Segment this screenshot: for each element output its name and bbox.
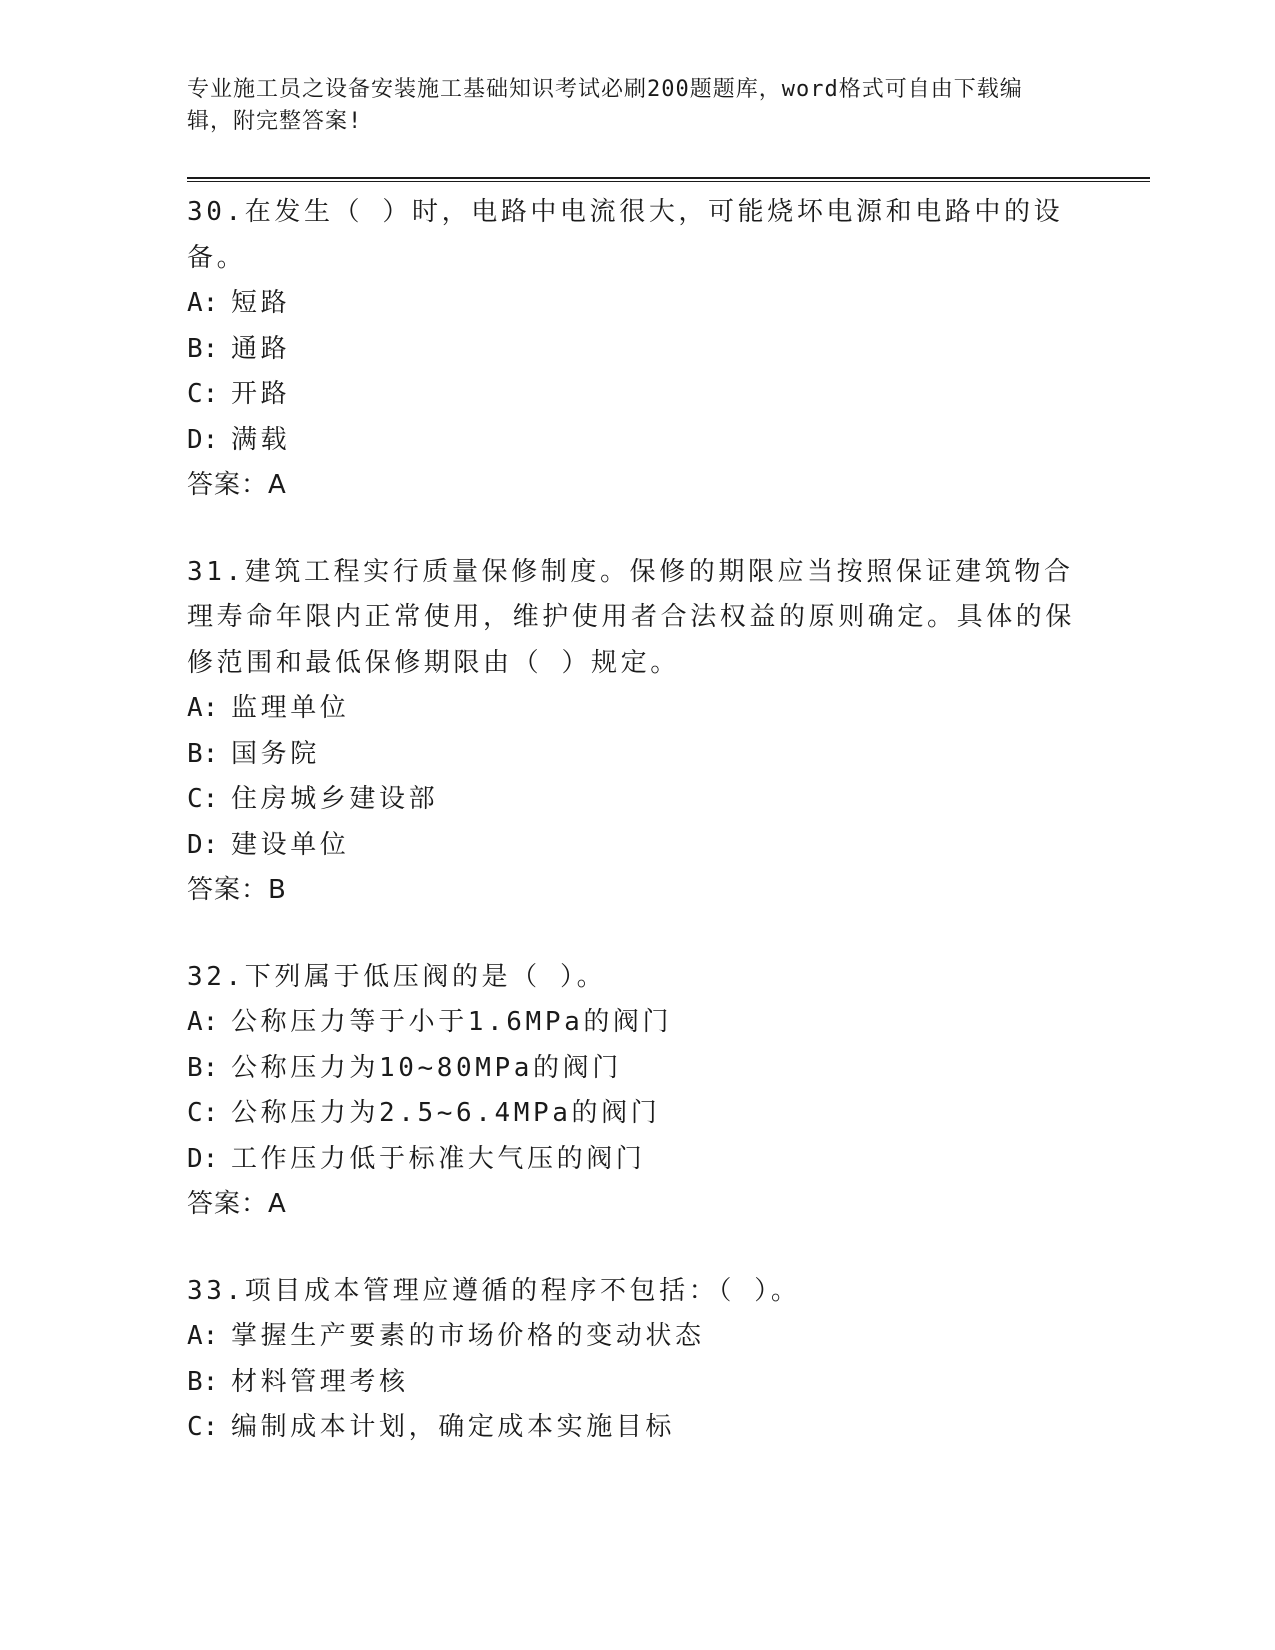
option-letter: B: — [187, 738, 219, 769]
option-letter: C: — [187, 1098, 219, 1128]
question-option — [187, 372, 1087, 418]
option-text: 监理单位 — [231, 693, 350, 723]
question-option — [187, 1000, 1087, 1046]
question-stem: 30.在发生（ ）时，电路中电流很大，可能烧坏电源和电路中的设备。 — [187, 197, 1064, 273]
question-answer: 答案：A — [187, 1189, 287, 1219]
question-list — [187, 190, 1087, 1492]
question-option — [187, 777, 1087, 823]
option-letter: D: — [187, 424, 219, 455]
option-text: 建设单位 — [231, 829, 350, 860]
option-letter: B: — [187, 1366, 219, 1397]
question-option — [187, 1046, 1087, 1092]
option-letter: D: — [187, 829, 219, 860]
question-option — [187, 823, 1087, 869]
option-text: 编制成本计划，确定成本实施目标 — [231, 1412, 676, 1442]
question-option — [187, 1360, 1087, 1406]
question-stem: 31.建筑工程实行质量保修制度。保修的期限应当按照保证建筑物合理寿命年限内正常使用，维护使用者合法权益的原则确定。具体的保修范围和最低保修期限由（ ）规定。 — [187, 556, 1076, 678]
question-option — [187, 1137, 1087, 1183]
question-option — [187, 1405, 1087, 1451]
question-option — [187, 732, 1087, 778]
question-item — [187, 550, 1087, 914]
option-text: 短路 — [231, 288, 291, 318]
question-stem: 32.下列属于低压阀的是（ ）。 — [187, 961, 607, 992]
question-option — [187, 1314, 1087, 1360]
option-letter: C: — [187, 784, 219, 814]
question-item — [187, 1269, 1087, 1451]
question-option — [187, 686, 1087, 732]
document-header: 专业施工员之设备安装施工基础知识考试必刷200题题库，word格式可自由下载编辑，附完整答案! — [187, 77, 1023, 134]
question-answer: 答案：A — [187, 470, 287, 500]
question-option — [187, 418, 1087, 464]
option-letter: C: — [187, 379, 219, 409]
question-option — [187, 327, 1087, 373]
option-letter: C: — [187, 1412, 219, 1442]
option-text: 材料管理考核 — [231, 1366, 409, 1397]
option-letter: B: — [187, 1052, 219, 1083]
option-letter: A: — [187, 288, 219, 318]
option-text: 公称压力为2.5~6.4MPa的阀门 — [231, 1098, 661, 1128]
question-stem: 33.项目成本管理应遵循的程序不包括：（ ）。 — [187, 1275, 801, 1306]
option-text: 掌握生产要素的市场价格的变动状态 — [231, 1321, 705, 1351]
option-text: 公称压力等于小于1.6MPa的阀门 — [231, 1007, 673, 1037]
question-item — [187, 190, 1087, 509]
question-answer: 答案：B — [187, 875, 287, 905]
option-text: 工作压力低于标准大气压的阀门 — [231, 1143, 646, 1174]
option-text: 通路 — [231, 333, 291, 364]
option-letter: A: — [187, 1321, 219, 1351]
header-divider — [187, 177, 1150, 182]
option-text: 住房城乡建设部 — [231, 784, 439, 814]
option-text: 国务院 — [231, 738, 320, 769]
question-item — [187, 955, 1087, 1228]
option-text: 满载 — [231, 424, 291, 455]
question-option — [187, 1091, 1087, 1137]
option-text: 开路 — [231, 379, 291, 409]
option-letter: D: — [187, 1143, 219, 1174]
option-text: 公称压力为10~80MPa的阀门 — [231, 1052, 622, 1083]
option-letter: A: — [187, 693, 219, 723]
option-letter: A: — [187, 1007, 219, 1037]
option-letter: B: — [187, 333, 219, 364]
question-option — [187, 281, 1087, 327]
